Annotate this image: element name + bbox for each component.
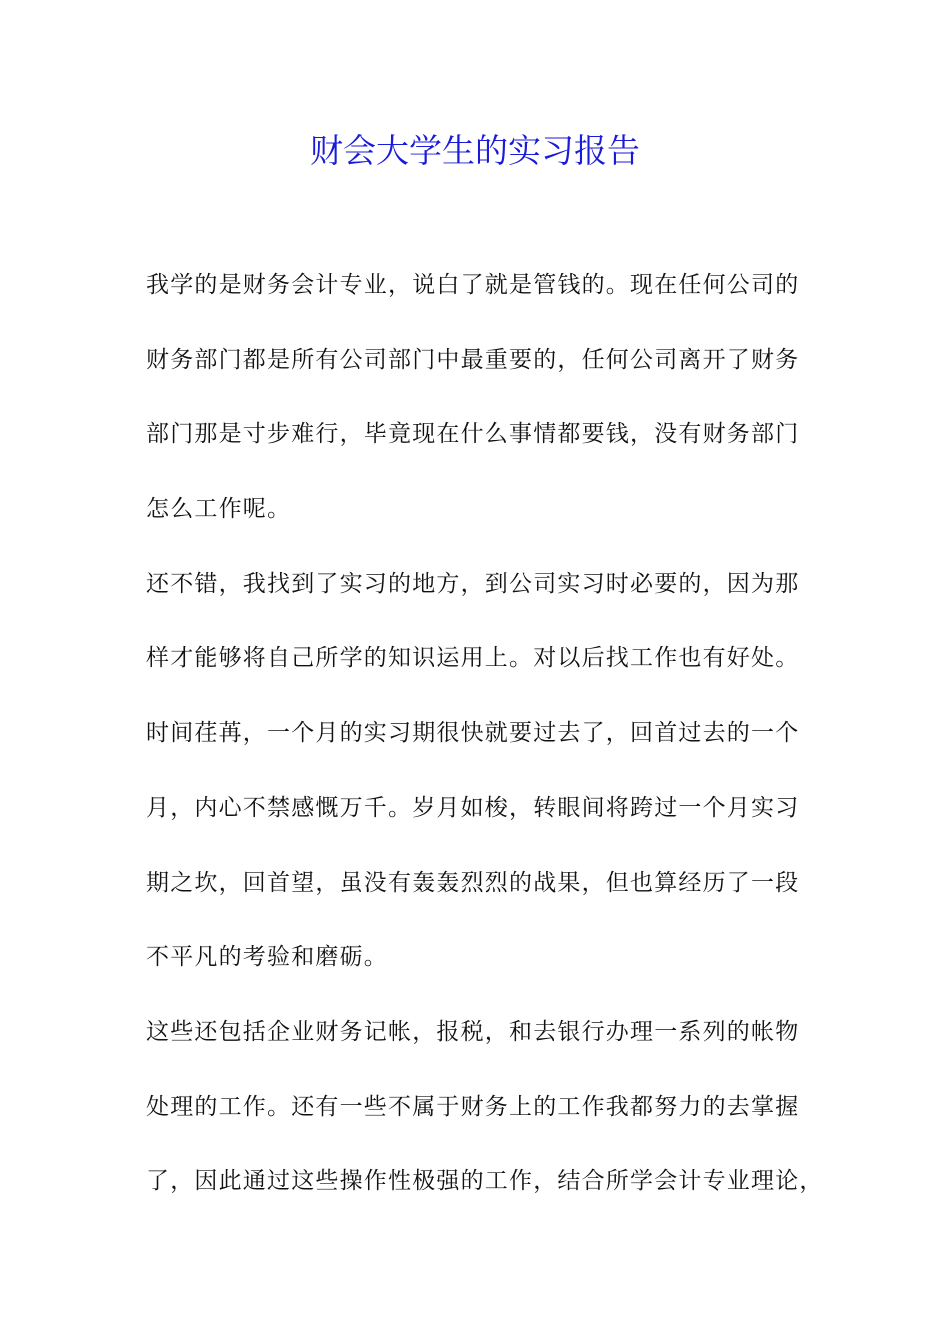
body-line: 时间荏苒，一个月的实习期很快就要过去了，回首过去的一个 — [146, 720, 800, 747]
document-body — [146, 248, 824, 1219]
body-line: 我学的是财务会计专业，说白了就是管钱的。现在任何公司的 — [146, 272, 800, 298]
body-line: 财务部门都是所有公司部门中最重要的，任何公司离开了财务 — [146, 346, 800, 373]
body-line: 了，因此通过这些操作性极强的工作，结合所学会计专业理论， — [146, 1168, 824, 1195]
body-line: 还不错，我找到了实习的地方，到公司实习时必要的，因为那 — [146, 570, 800, 597]
body-line: 样才能够将自己所学的知识运用上。对以后找工作也有好处。 — [146, 645, 800, 672]
body-line: 部门那是寸步难行，毕竟现在什么事情都要钱，没有财务部门 — [146, 421, 800, 448]
body-line: 不平凡的考验和磨砺。 — [146, 944, 388, 971]
body-line: 期之坎，回首望，虽没有轰轰烈烈的战果，但也算经历了一段 — [146, 869, 800, 896]
body-line: 怎么工作呢。 — [146, 496, 292, 523]
body-line: 这些还包括企业财务记帐，报税，和去银行办理一系列的帐物 — [146, 1018, 800, 1045]
page-title: 财会大学生的实习报告 — [310, 131, 640, 170]
body-line: 处理的工作。还有一些不属于财务上的工作我都努力的去掌握 — [146, 1093, 800, 1120]
body-line: 月，内心不禁感慨万千。岁月如梭，转眼间将跨过一个月实习 — [146, 794, 800, 821]
